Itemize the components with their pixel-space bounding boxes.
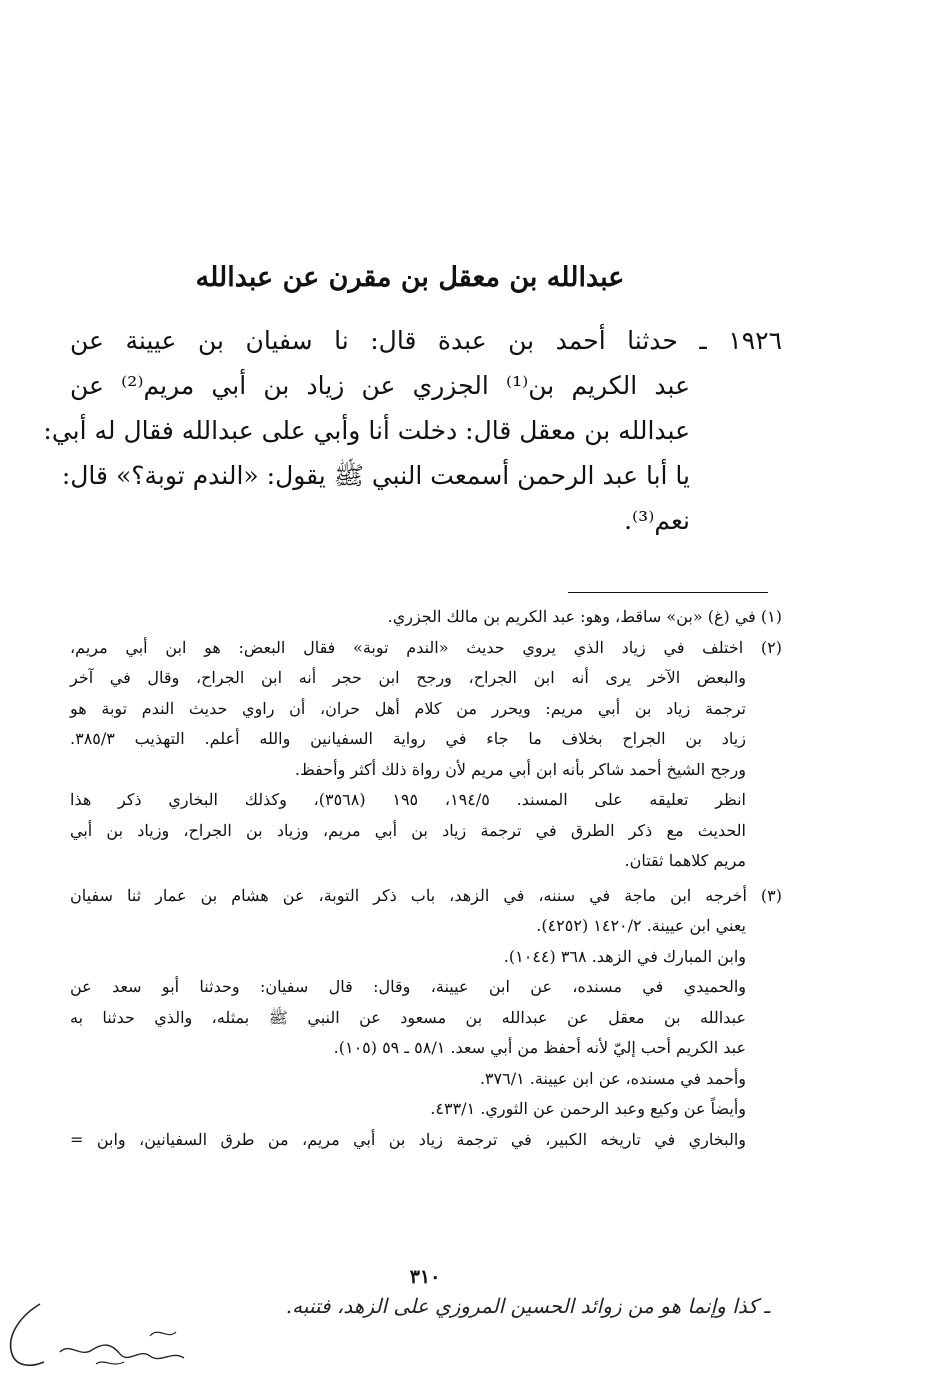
footnote-line: يعني ابن عيينة. ١٤٢٠/٢ (٤٢٥٢). xyxy=(536,916,746,935)
footnote-line: والبعض الآخر يرى أنه ابن الجراح، ورجح ابن حجر أنه ابن الجراح، وقال في آخر xyxy=(70,668,746,687)
footnote-line: (٣) أخرجه ابن ماجة في سننه، في الزهد، باب ذكر التوبة، عن هشام بن عمار ثنا سفيان xyxy=(70,885,782,905)
footnote-line: وأيضاً عن وكيع وعبد الرحمن عن الثوري. ٤٣٣/١. xyxy=(430,1099,746,1118)
chapter-heading: عبدالله بن معقل بن مقرن عن عبدالله xyxy=(195,262,625,293)
footnote-line: زياد بن الجراح بخلاف ما جاء في رواية السفيانين والله أعلم. التهذيب ٣٨٥/٣. xyxy=(70,729,746,748)
hadith-line: يا أبا عبد الرحمن أسمعت النبي ﷺ يقول: «الندم توبة؟» قال: xyxy=(61,461,690,490)
footnote-line: انظر تعليقه على المسند. ١٩٤/٥، ١٩٥ (٣٥٦٨)، وكذلك البخاري ذكر هذا xyxy=(70,790,747,809)
footnote-line: ورجح الشيخ أحمد شاكر بأنه ابن أبي مريم لأن رواة ذلك أكثر وأحفظ. xyxy=(294,759,746,779)
hadith-line: نعم⁽³⁾. xyxy=(624,506,690,535)
footnote-line: عبد الكريم أحب إليّ لأنه أحفظ من أبي سعد. ٥٨/١ ـ ٥٩ (١٠٥). xyxy=(333,1038,746,1057)
footnote-line: مريم كلاهما ثقتان. xyxy=(624,851,746,870)
signature-scrawl xyxy=(0,1296,200,1380)
footnote-line: (١) في (غ) «بن» ساقط، وهو: عبد الكريم بن مالك الجزري. xyxy=(387,607,782,626)
hadith-line: ١٩٢٦ ـ حدثنا أحمد بن عبدة قال: نا سفيان بن عيينة عن xyxy=(70,326,782,355)
footnote-line: والبخاري في تاريخه الكبير، في ترجمة زياد بن أبي مريم، من طرق السفيانين، وابن = xyxy=(70,1129,746,1149)
footnote-separator xyxy=(568,592,768,593)
footnotes xyxy=(70,602,782,1155)
hadith-line: عبد الكريم بن⁽¹⁾ الجزري عن زياد بن أبي مريم⁽²⁾ عن xyxy=(70,371,690,400)
footnote-line: الحديث مع ذكر الطرق في ترجمة زياد بن أبي مريم، وزياد بن الجراح، وزياد بن أبي xyxy=(70,820,746,840)
page-number: ٣١٠ xyxy=(409,1266,441,1288)
handwritten-signature xyxy=(0,1296,200,1380)
footnote-line: (٢) اختلف في زياد الذي يروي حديث «الندم توبة» فقال البعض: هو ابن أبي مريم، xyxy=(70,637,782,657)
footnote-3 xyxy=(70,881,782,1156)
footnote-line: ترجمة زياد بن أبي مريم: ويحرر من كلام أهل حران، أن راوي حديث الندم توبة هو xyxy=(70,698,746,718)
footnote-line: والحميدي في مسنده، عن ابن عيينة، وقال: قال سفيان: وحدثنا أبو سعد عن xyxy=(70,977,746,996)
footnote-2 xyxy=(70,633,782,877)
hadith-line: عبدالله بن معقل قال: دخلت أنا وأبي على عبدالله فقال له أبي: xyxy=(43,416,690,445)
footnote-line: عبدالله بن معقل عن عبدالله بن مسعود عن النبي ﷺ بمثله، والذي حدثنا به xyxy=(70,1007,746,1027)
footnote-line: وأحمد في مسنده، عن ابن عيينة. ٣٧٦/١. xyxy=(479,1068,746,1088)
hadith-text xyxy=(43,318,782,543)
footnote-1 xyxy=(70,602,782,633)
footnote-line: وابن المبارك في الزهد. ٣٦٨ (١٠٤٤). xyxy=(503,946,746,966)
handwritten-note: ـ كذا وإنما هو من زوائد الحسين المروزي على الزهد، فتنبه. xyxy=(285,1294,770,1318)
